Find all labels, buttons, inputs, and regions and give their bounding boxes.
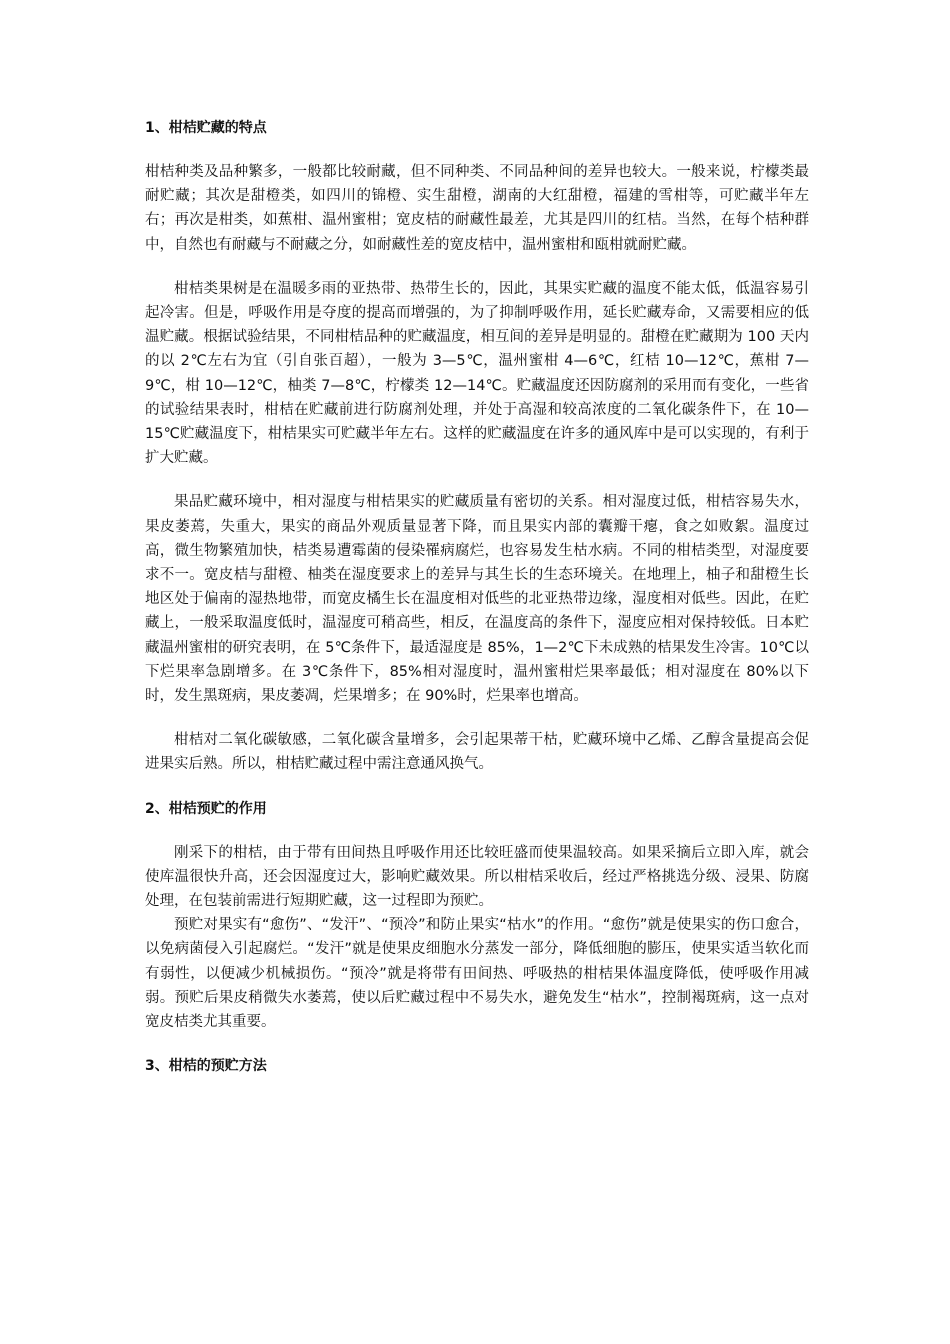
paragraph-1-4: 柑桔对二氧化碳敏感，二氧化碳含量增多，会引起果蒂干枯，贮藏环境中乙烯、乙醇含量提高会促进果实后熟。所以，柑桔贮藏过程中需注意通风换气。: [145, 732, 809, 773]
section-heading-2: 2、柑桔预贮的作用: [145, 800, 267, 817]
paragraph-1-2: 柑桔类果树是在温暖多雨的亚热带、热带生长的，因此，其果实贮藏的温度不能太低，低温容易引起冷害。但是，呼吸作用是夺度的提高而增强的，为了抑制呼吸作用，延长贮藏寿命，又需要相应的低温贮藏。根据试验结果，不同柑桔品种的贮藏温度，相互间的差异是明显的。甜橙在贮藏期为 100 天内的以 2℃左右为宜（引自张百超），一般为 3—5℃，温州蜜柑 4—6℃，红桔 10—12℃，蕉柑 7—9℃，柑 10—12℃，柚类 7—8℃，柠檬类 12—14℃。贮藏温度还因防腐剂的采用而有变化，一些省的试验结果表时，柑桔在贮藏前进行防腐剂处理，并处于高湿和较高浓度的二氧化碳条件下，在 10—15℃贮藏温度下，柑桔果实可贮藏半年左右。这样的贮藏温度在许多的通风库中是可以实现的，有利于扩大贮藏。: [145, 280, 809, 467]
document-page: [145, 116, 809, 1078]
paragraph-1-3: 果品贮藏环境中，相对湿度与柑桔果实的贮藏质量有密切的关系。相对湿度过低，柑桔容易失水，果皮萎蔫，失重大，果实的商品外观质量显著下降，而且果实内部的囊瓣干瘪，食之如败絮。温度过高，微生物繁殖加快，桔类易遭霉菌的侵染罹病腐烂，也容易发生枯水病。不同的柑桔类型，对湿度要求不一。宽皮桔与甜橙、柚类在湿度要求上的差异与其生长的生态环境关。在地理上，柚子和甜橙生长地区处于偏南的湿热地带，而宽皮橘生长在温度相对低些的北亚热带边缘，湿度相对低些。因此，在贮藏上，一般采取温度低时，温湿度可稍高些，相反，在温度高的条件下，湿度应相对保持较低。日本贮藏温州蜜柑的研究表明，在 5℃条件下，最适湿度是 85%，1—2℃下未成熟的桔果发生冷害。10℃以下烂果率急剧增多。在 3℃条件下，85%相对湿度时，温州蜜柑烂果率最低；相对湿度在 80%以下时，发生黑斑病，果皮萎凋，烂果增多；在 90%时，烂果率也增高。: [145, 494, 809, 705]
paragraph-2-2: 预贮对果实有“愈伤”、“发汗”、“预冷”和防止果实“枯水”的作用。“愈伤”就是使果实的伤口愈合，以免病菌侵入引起腐烂。“发汗”就是使果皮细胞水分蒸发一部分，降低细胞的膨压，使果实适当软化而有弱性，以便减少机械损伤。“预冷”就是将带有田间热、呼吸热的柑桔果体温度降低，使呼吸作用减弱。预贮后果皮稍微失水萎蔫，使以后贮藏过程中不易失水，避免发生“枯水”，控制褐斑病，这一点对宽皮桔类尤其重要。: [145, 917, 809, 1031]
section-heading-1: 1、柑桔贮藏的特点: [145, 120, 267, 136]
section-heading-3: 3、柑桔的预贮方法: [145, 1058, 267, 1075]
paragraph-2-1: 刚采下的柑桔，由于带有田间热且呼吸作用还比较旺盛而使果温较高。如果采摘后立即入库，就会使库温很快升高，还会因湿度过大，影响贮藏效果。所以柑桔采收后，经过严格挑选分级、浸果、防腐处理，在包装前需进行短期贮藏，这一过程即为预贮。: [145, 844, 809, 910]
paragraph-1-1: 柑桔种类及品种繁多，一般都比较耐藏，但不同种类、不同品种间的差异也较大。一般来说，柠檬类最耐贮藏；其次是甜橙类，如四川的锦橙、实生甜橙，湖南的大红甜橙，福建的雪柑等，可贮藏半年左右；再次是柑类，如蕉柑、温州蜜柑；宽皮桔的耐藏性最差，尤其是四川的红桔。当然，在每个桔种群中，自然也有耐藏与不耐藏之分，如耐藏性差的宽皮桔中，温州蜜柑和瓯柑就耐贮藏。: [145, 164, 809, 253]
